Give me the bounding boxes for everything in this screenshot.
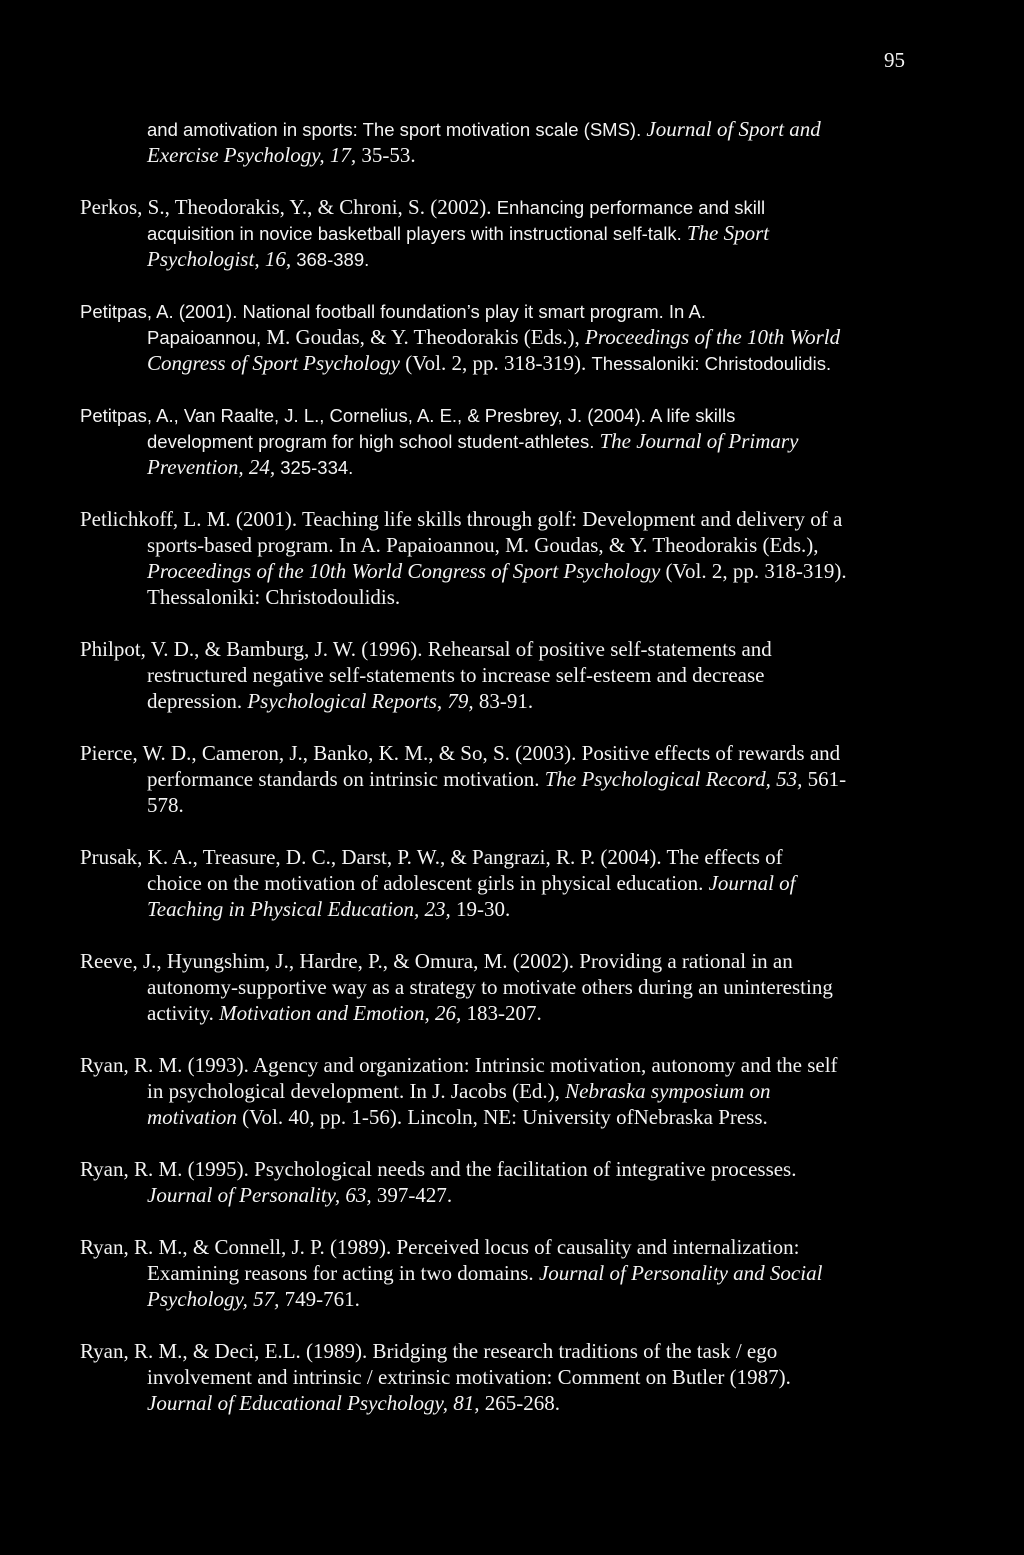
reference-line xyxy=(0,688,1024,714)
reference-text: Petitpas, A., Van Raalte, J. L., Cornelius, A. E., & Presbrey, J. (2004). A life skills xyxy=(80,405,736,426)
reference-entry xyxy=(0,1234,1024,1312)
reference-line xyxy=(0,1104,1024,1130)
reference-text: Pierce, W. D., Cameron, J., Banko, K. M., & So, S. (2003). Positive effects of rewards and xyxy=(80,741,841,765)
reference-line xyxy=(0,246,1024,272)
reference-line xyxy=(0,948,1024,974)
reference-line xyxy=(0,532,1024,558)
source-title: The Sport xyxy=(686,221,770,245)
reference-line xyxy=(0,428,1024,454)
reference-text: Thessaloniki: Christodoulidis. xyxy=(147,585,401,609)
reference-line xyxy=(0,662,1024,688)
source-title: The Psychological Record, 53, xyxy=(544,767,803,791)
reference-text: Reeve, J., Hyungshim, J., Hardre, P., & Omura, M. (2002). Providing a rational in an xyxy=(80,949,793,973)
reference-text: Ryan, R. M., & Deci, E.L. (1989). Bridging the research traditions of the task / ego xyxy=(80,1339,778,1363)
source-title: Journal of Educational Psychology, 81, xyxy=(147,1391,480,1415)
reference-text: 19-30. xyxy=(450,897,511,921)
reference-text: involvement and intrinsic / extrinsic motivation: Comment on Butler (1987). xyxy=(147,1365,791,1389)
reference-line xyxy=(0,792,1024,818)
source-title: motivation xyxy=(147,1105,237,1129)
source-title: Journal of Personality and Social xyxy=(538,1261,823,1285)
reference-line xyxy=(0,896,1024,922)
reference-entry xyxy=(0,948,1024,1026)
reference-text: choice on the motivation of adolescent girls in physical education. xyxy=(147,871,709,895)
source-title: Exercise Psychology, 17, xyxy=(147,143,357,167)
source-title: Journal of Personality, 63, xyxy=(147,1183,372,1207)
reference-line xyxy=(0,194,1024,220)
reference-text: 561- xyxy=(802,767,847,791)
reference-text: Thessaloniki: Christodoulidis. xyxy=(591,353,832,374)
source-title: The Journal of Primary xyxy=(599,429,799,453)
reference-text: 83-91. xyxy=(473,689,534,713)
reference-line xyxy=(0,974,1024,1000)
source-title: Teaching in Physical Education, 23, xyxy=(147,897,451,921)
reference-text: 183-207. xyxy=(461,1001,542,1025)
source-title: Psychologist, 16, xyxy=(147,247,292,271)
reference-line xyxy=(0,1000,1024,1026)
reference-line xyxy=(0,1052,1024,1078)
source-title: Congress of Sport Psychology xyxy=(147,351,400,375)
reference-text: Prusak, K. A., Treasure, D. C., Darst, P. W., & Pangrazi, R. P. (2004). The effects of xyxy=(80,845,783,869)
reference-text: Papaioannou, xyxy=(147,327,267,348)
reference-text: 325-334. xyxy=(275,457,354,478)
reference-text: Ryan, R. M. (1993). Agency and organization: Intrinsic motivation, autonomy and the self xyxy=(80,1053,838,1077)
reference-entry xyxy=(0,844,1024,922)
reference-line xyxy=(0,870,1024,896)
reference-text: sports-based program. In A. Papaioannou, M. Goudas, & Y. Theodorakis (Eds.), xyxy=(147,533,819,557)
reference-text: depression. xyxy=(147,689,248,713)
reference-line xyxy=(0,740,1024,766)
reference-text: (Vol. 40, pp. 1-56). Lincoln, NE: University ofNebraska Press. xyxy=(236,1105,768,1129)
reference-text: autonomy-supportive way as a strategy to motivate others during an uninteresting xyxy=(147,975,833,999)
source-title: Nebraska symposium on xyxy=(565,1079,771,1103)
reference-line xyxy=(0,506,1024,532)
source-title: Journal of Sport and xyxy=(646,117,821,141)
reference-line xyxy=(0,116,1024,142)
reference-text: activity. xyxy=(147,1001,220,1025)
reference-text: development program for high school student-athletes. xyxy=(147,431,600,452)
reference-text: 578. xyxy=(147,793,184,817)
reference-line xyxy=(0,1390,1024,1416)
reference-line xyxy=(0,558,1024,584)
reference-line xyxy=(0,1338,1024,1364)
reference-text: M. Goudas, & Y. Theodorakis (Eds.), xyxy=(266,325,586,349)
reference-line xyxy=(0,454,1024,480)
reference-line xyxy=(0,220,1024,246)
reference-line xyxy=(0,584,1024,610)
reference-text: Petlichkoff, L. M. (2001). Teaching life skills through golf: Development and delivery of a xyxy=(80,507,843,531)
reference-line xyxy=(0,1078,1024,1104)
reference-text: restructured negative self-statements to increase self-esteem and decrease xyxy=(147,663,765,687)
reference-line xyxy=(0,1260,1024,1286)
reference-text: Examining reasons for acting in two domains. xyxy=(147,1261,539,1285)
reference-line xyxy=(0,1156,1024,1182)
reference-text: Perkos, S., Theodorakis, Y., & Chroni, S. (2002). xyxy=(80,195,497,219)
reference-text: and amotivation in sports: The sport motivation scale (SMS). xyxy=(147,119,647,140)
source-title: Journal of xyxy=(708,871,796,895)
reference-line xyxy=(0,350,1024,376)
reference-entry xyxy=(0,1156,1024,1208)
reference-text: 265-268. xyxy=(479,1391,560,1415)
reference-line xyxy=(0,402,1024,428)
reference-text: 368-389. xyxy=(291,249,370,270)
reference-text: (Vol. 2, pp. 318-319). xyxy=(660,559,847,583)
reference-entry xyxy=(0,636,1024,714)
reference-line xyxy=(0,766,1024,792)
reference-line xyxy=(0,844,1024,870)
source-title: Motivation and Emotion, 26, xyxy=(219,1001,462,1025)
reference-line xyxy=(0,1286,1024,1312)
source-title: Proceedings of the 10th World Congress of Sport Psychology xyxy=(147,559,661,583)
reference-entry xyxy=(0,194,1024,272)
reference-entry xyxy=(0,506,1024,610)
reference-line xyxy=(0,636,1024,662)
reference-line xyxy=(0,1364,1024,1390)
reference-text: Petitpas, A. (2001). National football foundation’s play it smart program. In A. xyxy=(80,301,706,322)
reference-text: in psychological development. In J. Jacobs (Ed.), xyxy=(147,1079,566,1103)
reference-entry xyxy=(0,298,1024,376)
reference-line xyxy=(0,298,1024,324)
reference-text: 35-53. xyxy=(356,143,416,167)
reference-text: Ryan, R. M. (1995). Psychological needs and the facilitation of integrative processes. xyxy=(80,1157,797,1181)
reference-line xyxy=(0,142,1024,168)
source-title: Psychology, 57, xyxy=(147,1287,280,1311)
reference-text: (Vol. 2, pp. 318-319). xyxy=(399,351,592,375)
reference-text: performance standards on intrinsic motivation. xyxy=(147,767,545,791)
reference-list xyxy=(0,116,1024,1442)
source-title: Prevention, 24, xyxy=(147,455,276,479)
reference-entry xyxy=(0,116,1024,168)
source-title: Psychological Reports, 79, xyxy=(247,689,474,713)
reference-text: Philpot, V. D., & Bamburg, J. W. (1996). Rehearsal of positive self-statements and xyxy=(80,637,772,661)
reference-entry xyxy=(0,1338,1024,1416)
reference-text: Ryan, R. M., & Connell, J. P. (1989). Perceived locus of causality and internalization: xyxy=(80,1235,800,1259)
reference-entry xyxy=(0,740,1024,818)
reference-text: 749-761. xyxy=(279,1287,360,1311)
reference-text: Enhancing performance and skill xyxy=(496,197,766,218)
reference-entry xyxy=(0,402,1024,480)
reference-line xyxy=(0,324,1024,350)
reference-line xyxy=(0,1182,1024,1208)
source-title: Proceedings of the 10th World xyxy=(585,325,841,349)
reference-line xyxy=(0,1234,1024,1260)
reference-text: 397-427. xyxy=(371,1183,453,1207)
reference-entry xyxy=(0,1052,1024,1130)
page-number: 95 xyxy=(884,48,905,72)
reference-text: acquisition in novice basketball players with instructional self-talk. xyxy=(147,223,687,244)
